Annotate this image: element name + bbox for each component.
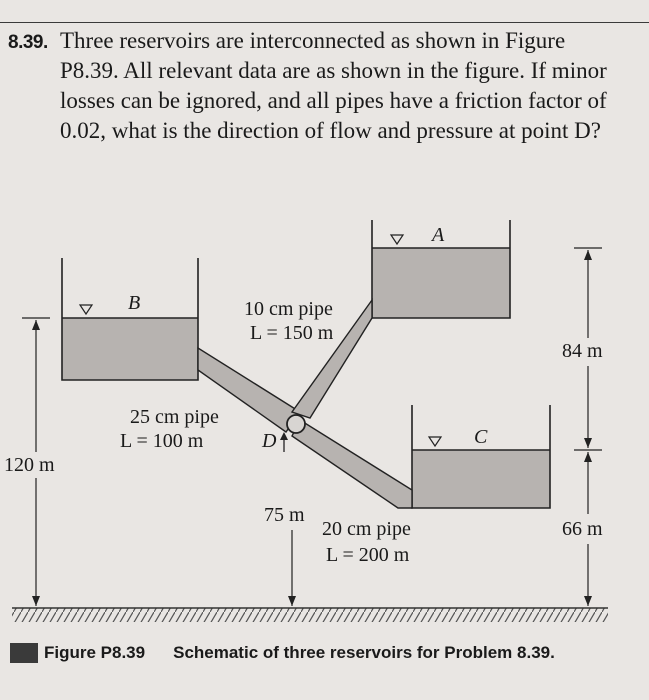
water-level-triangle-a (391, 235, 403, 244)
dim-66m-arrow-up (584, 452, 592, 462)
pipe-d-to-c (292, 420, 412, 508)
caption-text: Schematic of three reservoirs for Problem 8.39. (173, 643, 555, 662)
ground-hatch (12, 608, 608, 622)
pipe-ad-size-label: 10 cm pipe (244, 298, 333, 320)
problem-text: Three reservoirs are interconnected as shown in Figure P8.39. All relevant data are as shown in the figure. If minor losses can be ignored, and all pipes have a friction factor of 0.02, what is the direction of flow and pressure at point D? (60, 28, 607, 143)
reservoir-a-label: A (432, 224, 445, 246)
pipe-dc-size-label: 20 cm pipe (322, 518, 411, 540)
dim-66m-label: 66 m (562, 518, 603, 540)
problem-number: 8.39. (8, 32, 48, 53)
point-d-label: D (262, 430, 277, 452)
figure-caption (10, 641, 555, 665)
dim-75m-label: 75 m (264, 504, 305, 526)
dim-66m-arrow-down (584, 596, 592, 606)
dim-84m-label: 84 m (562, 340, 603, 362)
reservoir-b-label: B (128, 292, 141, 314)
caption-label: Figure P8.39 (44, 643, 146, 662)
dim-120m-arrow-down (32, 596, 40, 606)
reservoir-a-water (372, 248, 510, 318)
reservoir-c-water (412, 450, 550, 508)
junction-d (287, 415, 305, 433)
dim-84m-arrow-up (584, 250, 592, 260)
caption-marker (10, 643, 38, 663)
dim-75m-arrow-down (288, 596, 296, 606)
dim-84m-arrow-down (584, 438, 592, 448)
water-level-triangle-b (80, 305, 92, 314)
pipe-ad-length-label: L = 150 m (250, 322, 334, 344)
dim-120m-label: 120 m (4, 454, 55, 476)
dim-120m-arrow-up (32, 320, 40, 330)
reservoir-b-water (62, 318, 198, 380)
pipe-bd-size-label: 25 cm pipe (130, 406, 219, 428)
water-level-triangle-c (429, 437, 441, 446)
reservoir-c-label: C (474, 426, 488, 448)
pipe-dc-length-label: L = 200 m (326, 544, 410, 566)
pipe-bd-length-label: L = 100 m (120, 430, 204, 452)
flow-arrow-d-head (280, 432, 288, 440)
